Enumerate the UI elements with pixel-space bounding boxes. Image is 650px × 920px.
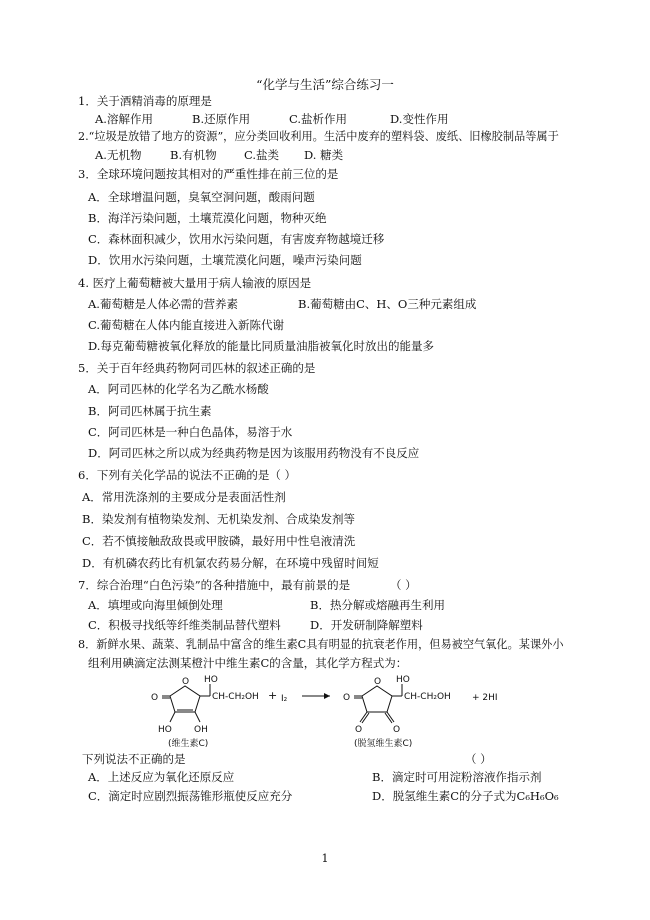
q1-option-d: D.变性作用	[390, 112, 449, 126]
hydrogen-iodide: + 2HI	[472, 693, 498, 703]
q2-option-d: D. 糖类	[304, 148, 344, 162]
q3-option-b: B．海洋污染问题，土壤荒漠化问题，物种灭绝	[88, 211, 327, 225]
q6-option-c: C．若不慎接触敌敌畏或甲胺磷，最好用中性皂液清洗	[82, 534, 356, 548]
vc-oh: OH	[194, 725, 208, 735]
q4-option-b: B.葡萄糖由C、H、O三种元素组成	[298, 297, 477, 311]
plus-sign: +	[268, 689, 278, 702]
q2-stem: 2.“垃圾是放错了地方的资源”，应分类回收利用。生活中废弃的塑料袋、废纸、旧橡胶制品等属于	[78, 130, 559, 143]
q2-option-a: A.无机物	[95, 148, 142, 162]
q8-stem-line1: 8．新鲜水果、蔬菜、乳制品中富含的维生素C具有明显的抗衰老作用，但易被空气氧化。某课外小	[78, 638, 564, 651]
q3-option-a: A．全球增温问题，臭氧空洞问题，酸雨问题	[88, 190, 315, 204]
vc-ho: HO	[158, 725, 172, 735]
q3-option-d: D．饮用水污染问题，土壤荒漠化问题，噪声污染问题	[88, 253, 362, 267]
q6-stem: 6．下列有关化学品的说法不正确的是（ ）	[78, 468, 296, 482]
q1-option-c: C.盐析作用	[289, 112, 348, 126]
q6-option-d: D．有机磷农药比有机氯农药易分解，在环境中残留时间短	[82, 556, 379, 570]
q5-option-a: A．阿司匹林的化学名为乙酰水杨酸	[88, 382, 269, 396]
dvc-o-left: O	[355, 725, 363, 735]
dvc-label: (脱氢维生素C)	[354, 739, 413, 749]
vc-chain: CH-CH₂OH	[212, 692, 259, 702]
dvc-chain: CH-CH₂OH	[404, 692, 451, 702]
vc-carbonyl-o: O	[151, 693, 159, 703]
reaction-equation	[150, 672, 600, 752]
q1-stem: 1．关于酒精消毒的原理是	[78, 94, 212, 108]
vitamin-c-structure	[162, 684, 210, 722]
q8-option-b: B．滴定时可用淀粉溶液作指示剂	[372, 770, 542, 784]
q5-stem: 5．关于百年经典药物阿司匹林的叙述正确的是	[78, 361, 316, 375]
q8-option-c: C．滴定时应剧烈振荡锥形瓶使反应充分	[88, 789, 293, 803]
q5-option-c: C．阿司匹林是一种白色晶体，易溶于水	[88, 425, 293, 439]
vc-side-ho: HO	[204, 675, 218, 685]
q2-option-b: B.有机物	[170, 148, 217, 162]
q7-answer-paren: （ ）	[390, 578, 417, 592]
page-title: “化学与生活”综合练习一	[256, 77, 394, 92]
q1-option-b: B.还原作用	[192, 112, 251, 126]
q6-option-b: B．染发剂有植物染发剂、无机染发剂、合成染发剂等	[82, 512, 355, 526]
q8-stem-line2: 组利用碘滴定法测某橙汁中维生素C的含量，其化学方程式为：	[88, 656, 408, 670]
q8-option-d: D．脱氢维生素C的分子式为C₆H₆O₆	[372, 789, 559, 803]
q7-option-a: A．填埋或向海里倾倒处理	[88, 598, 223, 612]
q4-option-a: A.葡萄糖是人体必需的营养素	[88, 297, 238, 311]
dvc-side-ho: HO	[396, 675, 410, 685]
q2-option-c: C.盐类	[244, 148, 280, 162]
dvc-o-right: O	[393, 725, 401, 735]
q5-option-b: B．阿司匹林属于抗生素	[88, 404, 212, 418]
q1-option-a: A.溶解作用	[95, 112, 153, 126]
arrow-head	[324, 693, 330, 699]
q8-option-a: A．上述反应为氧化还原反应	[88, 770, 235, 784]
q7-option-b: B．热分解或熔融再生利用	[310, 598, 445, 612]
page-number: 1	[321, 852, 329, 865]
q4-option-c: C.葡萄糖在人体内能直接进入新陈代谢	[88, 318, 285, 332]
q4-option-d: D.每克葡萄糖被氧化释放的能量比同质量油脂被氧化时放出的能量多	[88, 339, 434, 353]
q5-option-d: D．阿司匹林之所以成为经典药物是因为该服用药物没有不良反应	[88, 446, 420, 460]
dehydro-vitamin-c-structure	[354, 684, 402, 723]
vc-ring-o: O	[182, 677, 190, 687]
dvc-carbonyl-o: O	[343, 693, 351, 703]
q7-option-c: C．积极寻找纸等纤维类制品替代塑料	[88, 618, 281, 632]
q7-option-d: D．开发研制降解塑料	[310, 618, 423, 632]
q7-stem: 7．综合治理“白色污染”的各种措施中，最有前景的是	[78, 578, 351, 592]
q3-option-c: C．森林面积减少，饮用水污染问题，有害废弃物越境迁移	[88, 232, 385, 246]
dvc-ring-o: O	[374, 677, 382, 687]
q8-answer-paren: （ ）	[465, 752, 492, 766]
q8-sub-stem: 下列说法不正确的是	[82, 752, 186, 766]
vc-label: (维生素C)	[168, 739, 209, 749]
iodine: I₂	[281, 694, 288, 704]
q6-option-a: A．常用洗涤剂的主要成分是表面活性剂	[82, 490, 286, 504]
q3-stem: 3．全球环境问题按其相对的严重性排在前三位的是	[78, 167, 339, 181]
q4-stem: 4. 医疗上葡萄糖被大量用于病人输液的原因是	[78, 276, 312, 290]
